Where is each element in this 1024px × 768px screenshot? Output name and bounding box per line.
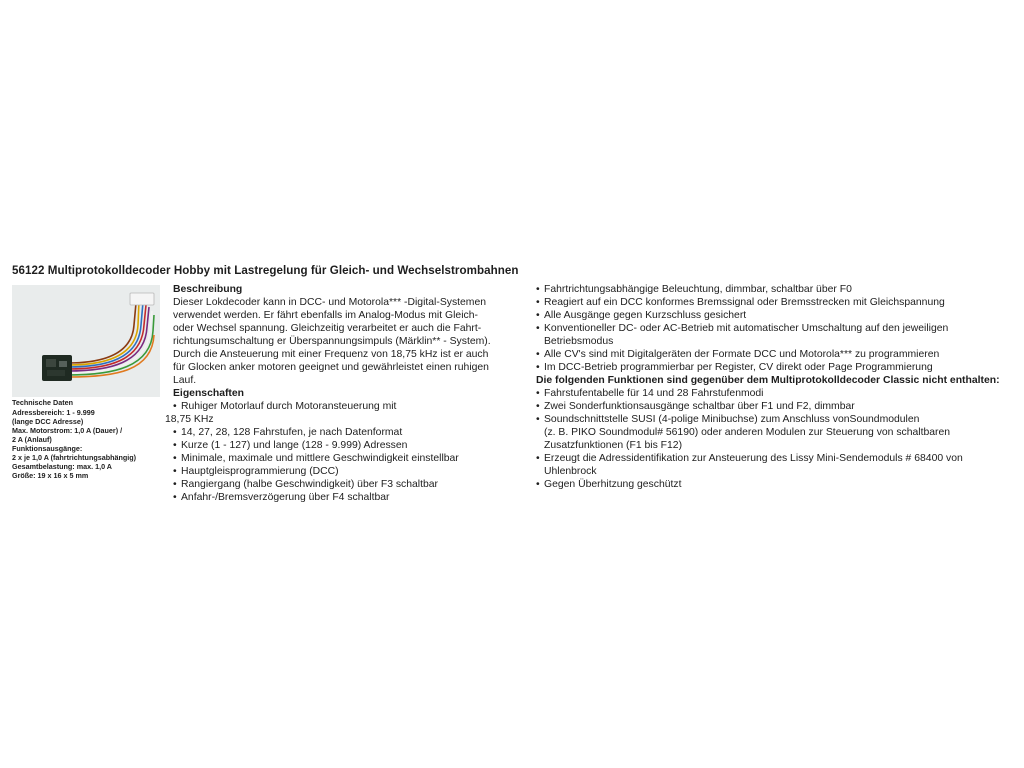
list-item	[536, 283, 1016, 296]
list-item-text: Rangiergang (halbe Geschwindigkeit) über F3 schaltbar	[181, 479, 439, 490]
list-item-text: Fahrstufentabelle für 14 und 28 Fahrstufenmodi	[544, 388, 764, 399]
list-item-text: • Soundschnittstelle SUSI (4-polige Minibuchse) zum Anschluss vonSoundmodulen	[544, 414, 920, 425]
list-item-text: Uhlenbrock	[544, 466, 597, 477]
description-line: Dieser Lokdecoder kann in DCC- und Motorola*** -Digital-Systemen	[173, 297, 487, 308]
list-item-text: Reagiert auf ein DCC konformes Bremssignal oder Bremsstrecken mit Gleichspannung	[544, 297, 945, 308]
list-item	[173, 439, 533, 452]
list-item-text: (z. B. PIKO Soundmodul# 56190) oder anderen Modulen zur Steuerung von schaltbaren	[544, 427, 951, 438]
list-item-text: Alle CV's sind mit Digitalgeräten der Formate DCC und Motorola*** zu programmieren	[544, 349, 940, 360]
list-item	[173, 491, 533, 504]
list-item-text: Hauptgleisprogrammierung (DCC)	[181, 466, 339, 477]
list-item	[173, 478, 533, 491]
description-line: verwendet werden. Er fährt ebenfalls im Analog-Modus mit Gleich-	[173, 310, 478, 321]
list-item	[536, 348, 1016, 361]
list-item	[536, 361, 1016, 374]
description-line: richtungsumschaltung er Überspannungsimpuls (Märklin** - System).	[173, 336, 491, 347]
tech-line: Funktionsausgänge:	[12, 444, 83, 453]
list-item-text: Kurze (1 - 127) und lange (128 - 9.999) Adressen	[181, 440, 408, 451]
list-item	[173, 400, 533, 413]
product-title: 56122 Multiprotokolldecoder Hobby mit Lastregelung für Gleich- und Wechselstrombahnen	[12, 264, 519, 277]
technical-data	[12, 398, 162, 480]
list-item	[536, 322, 1016, 348]
list-item	[536, 387, 1016, 400]
not-included-list	[536, 387, 1016, 491]
technical-data-heading: Technische Daten	[12, 398, 73, 407]
list-item	[536, 452, 1016, 478]
description-line: oder Wechsel spannung. Gleichzeitig verarbeitet er auch die Fahrt-	[173, 323, 482, 334]
list-item	[173, 452, 533, 465]
description-line: Lauf.	[173, 375, 197, 386]
list-item-text: Zusatzfunktionen (F1 bis F12)	[544, 440, 683, 451]
properties-heading: Eigenschaften	[173, 388, 245, 399]
list-item-text: Fahrtrichtungsabhängige Beleuchtung, dimmbar, schaltbar über F0	[544, 284, 852, 295]
list-item	[536, 296, 1016, 309]
description-line: für Glocken anker motoren geeignet und gewährleistet einen ruhigen	[173, 362, 489, 373]
list-item-text: Im DCC-Betrieb programmierbar per Register, CV direkt oder Page Programmierung	[544, 362, 933, 373]
list-item-text: 14, 27, 28, 128 Fahrstufen, je nach Datenformat	[181, 427, 403, 438]
description-heading: Beschreibung	[173, 284, 243, 295]
description-column	[165, 283, 533, 504]
list-item-text: Minimale, maximale und mittlere Geschwindigkeit einstellbar	[181, 453, 459, 464]
not-included-heading: Die folgenden Funktionen sind gegenüber dem Multiprotokolldecoder Classic nicht enthalten:	[536, 375, 1000, 386]
tech-line: 2 x je 1,0 A (fahrtrichtungsabhängig)	[12, 453, 137, 462]
list-item-text: • Erzeugt die Adressidentifikation zur Ansteuerung des Lissy Mini-Sendemoduls # 68400 von	[544, 453, 963, 464]
list-item-text: Alle Ausgänge gegen Kurzschluss gesichert	[544, 310, 747, 321]
list-item-text: • Ruhiger Motorlauf durch Motoransteuerung mit	[181, 401, 397, 412]
properties-list	[165, 400, 533, 504]
features-list	[536, 283, 1016, 374]
list-item-text: Zwei Sonderfunktionsausgänge schaltbar über F1 und F2, dimmbar	[544, 401, 855, 412]
list-item	[536, 478, 1016, 491]
list-item-text: 18,75 KHz	[165, 414, 214, 425]
decoder-image	[12, 285, 160, 397]
features-column	[536, 283, 1016, 491]
list-item	[536, 309, 1016, 322]
list-item-text: • Konventioneller DC- oder AC-Betrieb mit automatischer Umschaltung auf den jeweiligen	[544, 323, 949, 334]
list-item-text: Betriebsmodus	[544, 336, 614, 347]
list-item	[173, 426, 533, 439]
tech-line: Größe: 19 x 16 x 5 mm	[12, 471, 89, 480]
list-item	[165, 413, 533, 426]
list-item	[536, 413, 1016, 452]
tech-line: Max. Motorstrom: 1,0 A (Dauer) /	[12, 426, 123, 435]
tech-line: Gesamtbelastung: max. 1,0 A	[12, 462, 112, 471]
list-item	[173, 465, 533, 478]
list-item-text: Gegen Überhitzung geschützt	[544, 479, 682, 490]
list-item	[536, 400, 1016, 413]
tech-line: Adressbereich: 1 - 9.999	[12, 408, 95, 417]
decoder-photo	[12, 285, 160, 397]
description-line: Durch die Ansteuerung mit einer Frequenz von 18,75 kHz ist er auch	[173, 349, 489, 360]
tech-line: (lange DCC Adresse)	[12, 417, 84, 426]
list-item-text: Anfahr-/Bremsverzögerung über F4 schaltbar	[181, 492, 390, 503]
tech-line: 2 A (Anlauf)	[12, 435, 52, 444]
